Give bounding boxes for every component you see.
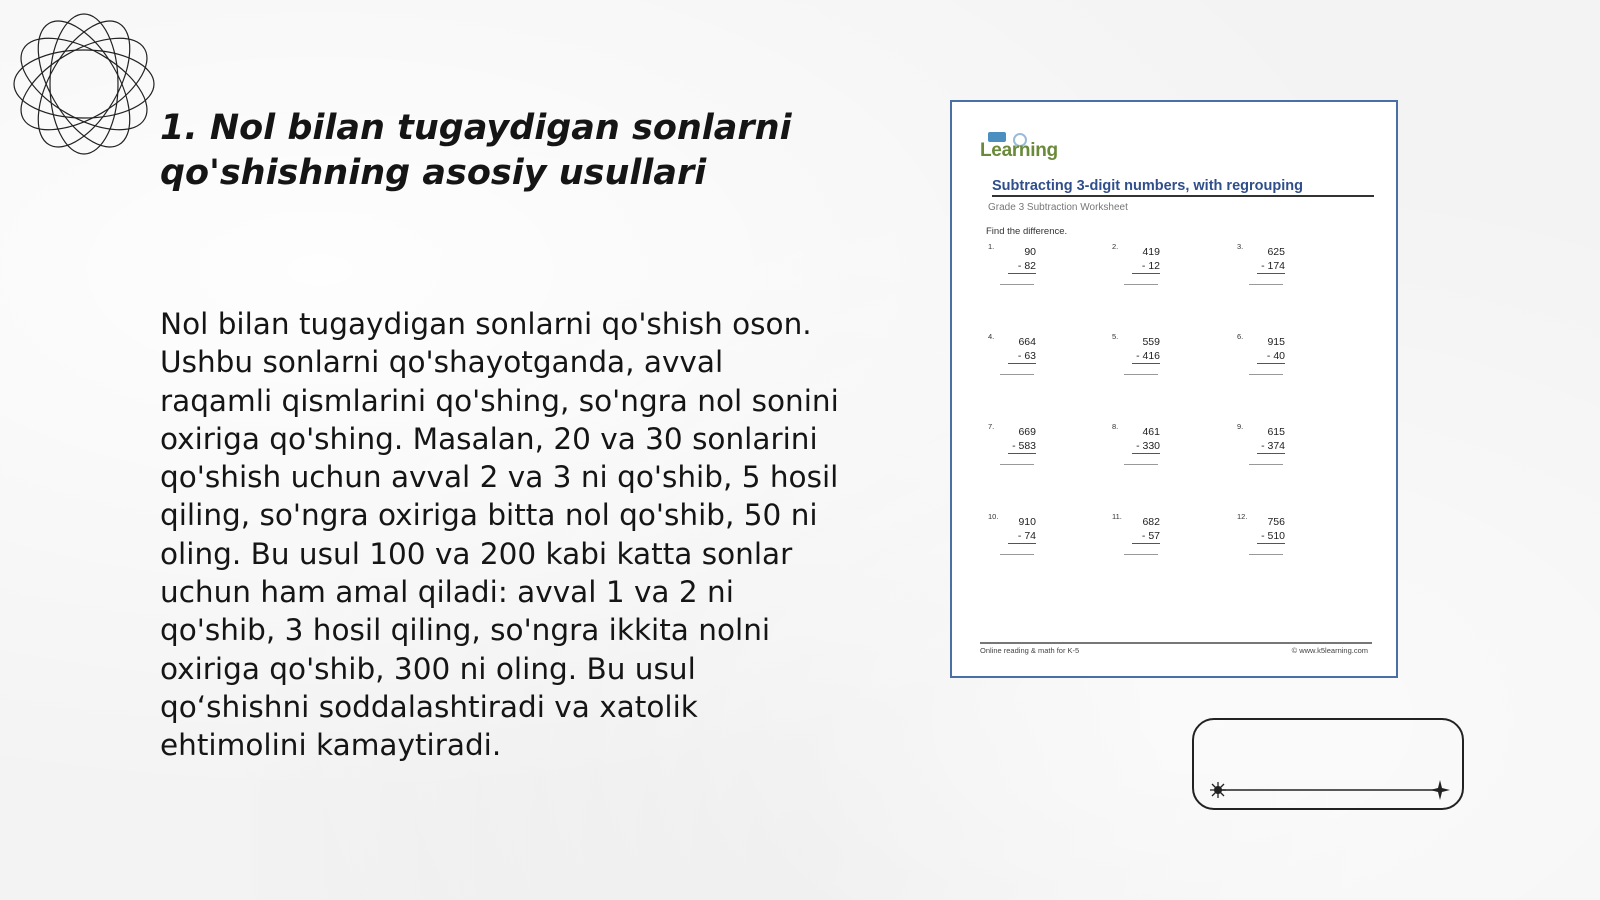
- answer-line: [1249, 464, 1283, 465]
- worksheet-problem: [1237, 514, 1307, 570]
- worksheet-problem: [1112, 424, 1182, 480]
- problem-subtrahend: - 82: [1008, 260, 1036, 274]
- problem-number: 8.: [1112, 422, 1119, 431]
- problem-minuend: 559: [1142, 336, 1160, 348]
- worksheet-problem: [988, 244, 1058, 300]
- problem-minuend: 669: [1018, 426, 1036, 438]
- problem-number: 5.: [1112, 332, 1119, 341]
- problem-number: 11.: [1112, 512, 1122, 521]
- problem-minuend: 625: [1267, 246, 1285, 258]
- answer-line: [1000, 284, 1034, 285]
- problem-minuend: 90: [1024, 246, 1036, 258]
- problem-number: 6.: [1237, 332, 1244, 341]
- problem-number: 3.: [1237, 242, 1244, 251]
- problem-subtrahend: - 40: [1257, 350, 1285, 364]
- problem-subtrahend: - 583: [1008, 440, 1036, 454]
- answer-line: [1000, 374, 1034, 375]
- answer-line: [1000, 554, 1034, 555]
- answer-line: [1000, 464, 1034, 465]
- problem-minuend: 419: [1142, 246, 1160, 258]
- sun-icon: [1210, 782, 1226, 798]
- worksheet-problem: [1237, 334, 1307, 390]
- sparkle-icon: [1430, 780, 1450, 800]
- worksheet-logo-text: Learning: [980, 140, 1058, 161]
- slide-title: 1. Nol bilan tugaydigan sonlarni qo'shishning asosiy usullari: [160, 108, 792, 193]
- problem-number: 7.: [988, 422, 995, 431]
- answer-line: [1249, 284, 1283, 285]
- problem-subtrahend: - 330: [1132, 440, 1160, 454]
- problem-number: 1.: [988, 242, 995, 251]
- worksheet-footer-right: © www.k5learning.com: [1291, 646, 1368, 655]
- worksheet-problem: [1237, 244, 1307, 300]
- problem-minuend: 461: [1142, 426, 1160, 438]
- problem-subtrahend: - 374: [1257, 440, 1285, 454]
- worksheet-problem: [1237, 424, 1307, 480]
- slide-body-text: Nol bilan tugaydigan sonlarni qo'shish oson. Ushbu sonlarni qo'shayotganda, avval raqamli qismlarini qo'shing, so'ngra nol sonini oxiriga qo'shing. Masalan, 20 va 30 sonlarini qo'shish uchun avval 2 va 3 ni qo'shib, 5 hosil qiling, so'ngra oxiriga bitta nol qo'shib, 50 ni oling. Bu usul 100 va 200 kabi katta sonlar uchun ham amal qiladi: avval 1 va 2 ni qo'shib, 3 hosil qiling, so'ngra ikkita nolni oxiriga qo'shib, 300 ni oling. Bu usul qo‘shishni soddalashtiradi va xatolik ehtimolini kamaytiradi.: [160, 307, 839, 763]
- problem-minuend: 682: [1142, 516, 1160, 528]
- problem-number: 9.: [1237, 422, 1244, 431]
- worksheet-problem: [988, 514, 1058, 570]
- answer-line: [1124, 374, 1158, 375]
- worksheet-instruction: Find the difference.: [986, 226, 1068, 237]
- problem-number: 12.: [1237, 512, 1248, 521]
- answer-line: [1124, 554, 1158, 555]
- problem-subtrahend: - 12: [1132, 260, 1160, 274]
- worksheet-problem: [1112, 244, 1182, 300]
- timeline-decoration: [1192, 718, 1464, 810]
- worksheet-subtitle: Grade 3 Subtraction Worksheet: [988, 202, 1128, 213]
- problem-minuend: 615: [1267, 426, 1285, 438]
- problem-subtrahend: - 74: [1008, 530, 1036, 544]
- problem-subtrahend: - 510: [1257, 530, 1285, 544]
- rosette-icon: [8, 8, 160, 160]
- problem-subtrahend: - 63: [1008, 350, 1036, 364]
- problem-number: 2.: [1112, 242, 1119, 251]
- worksheet-title: Subtracting 3-digit numbers, with regrouping: [992, 178, 1374, 197]
- worksheet-problem: [988, 334, 1058, 390]
- worksheet-problem: [988, 424, 1058, 480]
- problem-minuend: 915: [1267, 336, 1285, 348]
- problem-subtrahend: - 416: [1132, 350, 1160, 364]
- problem-subtrahend: - 174: [1257, 260, 1285, 274]
- problem-minuend: 756: [1267, 516, 1285, 528]
- answer-line: [1124, 464, 1158, 465]
- answer-line: [1124, 284, 1158, 285]
- timeline-line: [1194, 720, 1466, 812]
- problem-minuend: 664: [1018, 336, 1036, 348]
- problem-minuend: 910: [1018, 516, 1036, 528]
- answer-line: [1249, 374, 1283, 375]
- worksheet-footer-divider: [980, 642, 1372, 644]
- worksheet-problem: [1112, 334, 1182, 390]
- worksheet-footer-left: Online reading & math for K-5: [980, 646, 1080, 655]
- problem-number: 10.: [988, 512, 999, 521]
- worksheet-problem: [1112, 514, 1182, 570]
- problem-number: 4.: [988, 332, 995, 341]
- worksheet-image: [950, 100, 1398, 678]
- answer-line: [1249, 554, 1283, 555]
- problem-subtrahend: - 57: [1132, 530, 1160, 544]
